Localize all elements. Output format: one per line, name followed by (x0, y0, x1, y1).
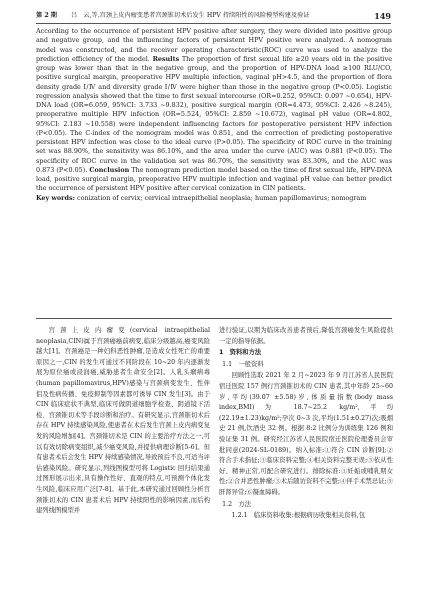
abstract-results-text: The proportion of first sexual life ≥20 years old in the positive group was lower than that in the negative group, and the proportion of HPV-DNA load ≥100 RLU/CO, positive surgical margin, preoperative HPV multiple infection, vaginal pH>4.5, and the proportion of flora density grade Ⅰ/Ⅳ and diversity grade Ⅰ/Ⅳ were higher than those in the negative group (P<0.05). Logistic regression analysis showed that the time to first sexual intercourse (OR=0.252, 95%CI: 0.097 ~0.654), HPV-DNA load (OR=6.059, 95%CI: 3.733 ~9.832), positive surgical margin (OR=4.473, 95%CI: 2.426 ~8.245), preoperative multiple HPV infection (OR=5.524, 95%CI: 2.859 ~10.672), vaginal pH value (OR=4.802, 95%CI: 2.183 ~10.558) were independent influencing factors for postoperative persistent HPV infection (P<0.05). The C-index of the nomogram model was 0.851, and the correction of predicting postoperative persistent HPV infection was close to the ideal curve (P>0.05). The specificity of ROC curve in the training set was 88.90%, the sensitivity was 86.10%, and the area under the curve (AUC) was 0.881 (P<0.05). The specificity of ROC curve in the validation set was 86.70%, the sensitivity was 83.30%, and the AUC was 0.873 (P<0.05). (36, 54, 392, 174)
abstract-divider (36, 318, 392, 319)
running-header (36, 9, 391, 24)
running-title: 吕 云,等.宫颈上皮内瘤变患者宫颈锥切术后发生 HPV 持续阳性的风险模型构建及验证 (71, 12, 310, 19)
subsection-title-methods: 1.2 方法 (222, 500, 252, 508)
results-label: Results (152, 54, 180, 63)
left-column (36, 326, 210, 517)
keywords-text: conization of cervix; cervical intraepithelial neoplasia; human papillomavirus; nomogram (77, 193, 367, 202)
abstract-conclusion-text: The nomogram prediction model based on the time of first sexual life, HPV-DNA load, positive surgical margin, preoperative HPV multiple infection and vaginal pH value can better predict the occurrence of persistent HPV positive after cervical conization in CIN patients. (36, 165, 392, 193)
clinical-data-text: 根据病历收集相关资料,包 (293, 512, 366, 520)
keywords-label: Key words: (36, 193, 75, 202)
intro-continuation: 进行验证,以期为临床改善患者预后,降低宫颈癌发生风险提供一定的指导依据。 (219, 327, 393, 345)
section-title-materials-methods: 1 资料和方法 (219, 349, 262, 357)
intro-paragraph: 宫颈上皮内瘤变(cervical intraepithelial neoplasia,CIN)属于宫颈癌癌前病变,临床分级越高,癌变风险越大[1]。宫颈癌是一种妇科恶性肿瘤,是造成女性死亡的重要原因之一,CIN 的发生可通过不同阶段在 10~20 年内逐渐发展为原位癌或浸润癌,威胁患者生命安全[2]。人乳头瘤病毒(human papillomavirus,HPV)感染与宫颈病变发生、性伴侣及性病传播、免疫抑制等因素都可诱导 CIN 发生[3]。由于 CIN 临床症状不典型,临床可做阴道细胞学检查、阴道镜下活检、宫颈锥切术等手段诊断和治疗。有研究显示,宫颈锥切术后存在 HPV 持续感染风险,使患者在术后发生宫颈上皮内病变复发的风险增加[4]。宫颈锥切术是 CIN 的主要治疗方法之一,可以有效切除病变组织,减少癌变风险,并提供病理诊断[5-6]。但有患者术后会发生 HPV 持续感染情况,导致预后不良,可适当评估感染风险。研究显示,列线图模型可将 Logistic 回归结果通过图形展示出来,具有操作性好、直观的特点,可预测个体化发生风险,临床应用广泛[7-8]。基于此,本研究通过回顾性分析宫颈锥切术的 CIN 患者术后 HPV 持续阳性的影响因素,而后构建列线图模型并 (36, 327, 210, 515)
abstract-methods-text: According to the occurrence of persistent HPV positive after surgery, they were divided into positive group and negative group, and the influencing factors of persistent HPV positive were analyzed. A nomogram model was constructed, and the receiver operating characteristic(ROC) curve was used to analyze the prediction efficiency of the model. (36, 27, 392, 63)
issue-label: 第 2 期 (36, 12, 57, 19)
right-column (219, 326, 393, 522)
subsection-title-general-data: 1.1 一般资料 (222, 360, 264, 368)
general-data-paragraph: 回顾性选取 2021 年 2 月~2023 年 9 月江苏省人民医院宿迁医院 157 例行宫颈锥切术的 CIN 患者,其中年龄 25~60 岁,平均(39.07 ±5.58)岁,体质量指数(body mass index,BMI)为 18.7~25.2 kg/m²,平均(22.19±1.23)kg/m²;孕次 0~3 次,平均(1.51±0.27)次;吸烟史 21 例,饮酒史 32 例。根据 8:2 比例分为训练集 126 例和验证集 31 例。研究经江苏省人民医院宿迁医院伦理委员会审批同意(2024-SL-0189)。纳入标准:①符合 CIN 诊断[9];②符合手术指征;③临床资料完整;④相关资料完整无误;⑤依从性好、精神正常,可配合研究进行。排除标准:①妊娠或哺乳期女性;②合并恶性肿瘤;③术后随访资料不完整;④伴手术禁忌证;⑤肝肾异常;⑥凝血障碍。 (219, 372, 393, 496)
conclusion-label: Conclusion (89, 165, 130, 174)
keywords (36, 194, 392, 203)
page-number: 149 (374, 11, 391, 21)
abstract-text (36, 27, 392, 194)
clinical-data-paragraph (219, 511, 393, 522)
english-abstract (36, 27, 392, 203)
subsubsection-title-clinical-data: 1.2.1 临床资料收集: (231, 512, 294, 520)
